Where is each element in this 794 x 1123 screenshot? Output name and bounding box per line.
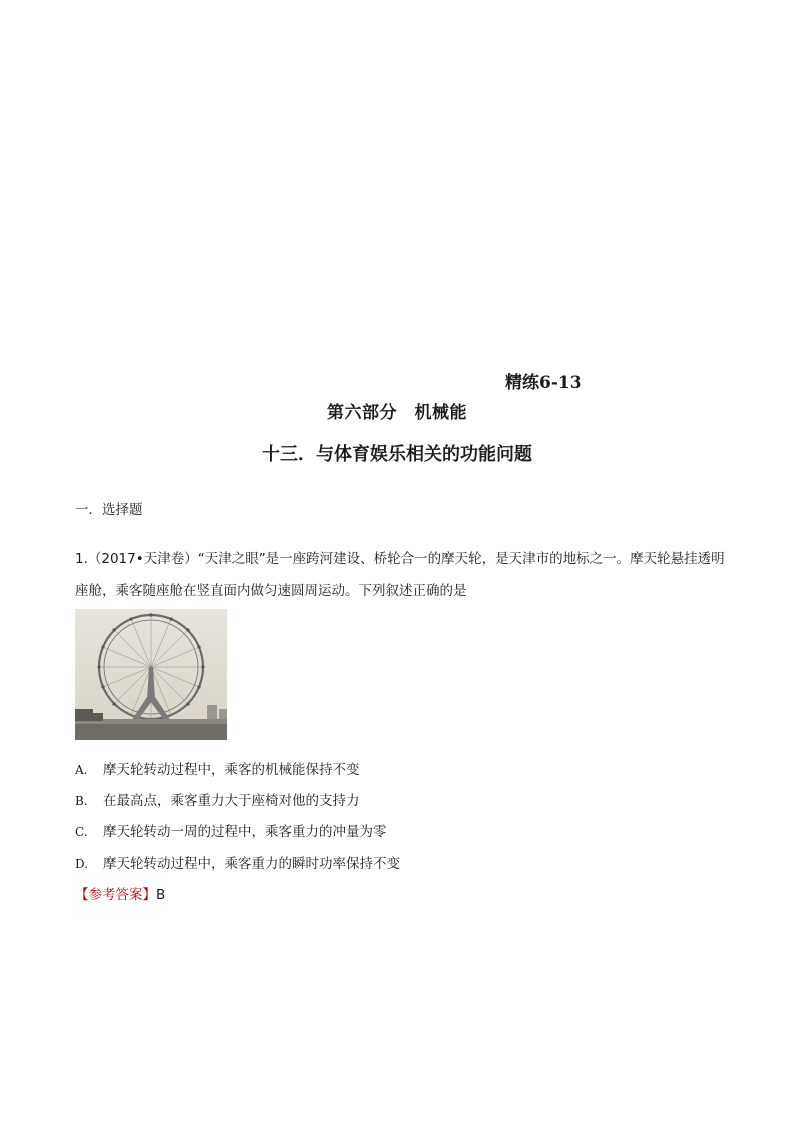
section-heading: 一．选择题 xyxy=(75,502,143,518)
option-text: 摩天轮转动一周的过程中，乘客重力的冲量为零 xyxy=(103,824,387,840)
exercise-code: 精练6-13 xyxy=(505,373,582,393)
option-b xyxy=(75,789,360,809)
option-text: 在最高点，乘客重力大于座椅对他的支持力 xyxy=(103,793,360,809)
question-stem: 1.（2017•天津卷）“天津之眼”是一座跨河建设、桥轮合一的摩天轮，是天津市的地标之一。摩天轮悬挂透明座舱，乘客随座舱在竖直面内做匀速圆周运动。下列叙述正确的是 xyxy=(75,551,725,599)
option-letter: A. xyxy=(75,763,88,777)
answer-tag: 【参考答案】 xyxy=(75,887,156,903)
option-c xyxy=(75,820,387,840)
topic-title: 十三．与体育娱乐相关的功能问题 xyxy=(262,444,532,465)
answer-value: B xyxy=(156,887,166,903)
answer-line xyxy=(75,883,165,903)
river xyxy=(75,724,227,740)
option-text: 摩天轮转动过程中，乘客的机械能保持不变 xyxy=(103,762,360,778)
option-text: 摩天轮转动过程中，乘客重力的瞬时功率保持不变 xyxy=(103,856,400,872)
option-letter: D. xyxy=(75,857,89,871)
option-letter: B. xyxy=(75,794,88,808)
option-a xyxy=(75,758,360,778)
option-letter: C. xyxy=(75,825,88,839)
part-title: 第六部分 机械能 xyxy=(327,403,467,423)
option-d xyxy=(75,852,400,872)
ferris-wheel-photo xyxy=(75,609,227,740)
